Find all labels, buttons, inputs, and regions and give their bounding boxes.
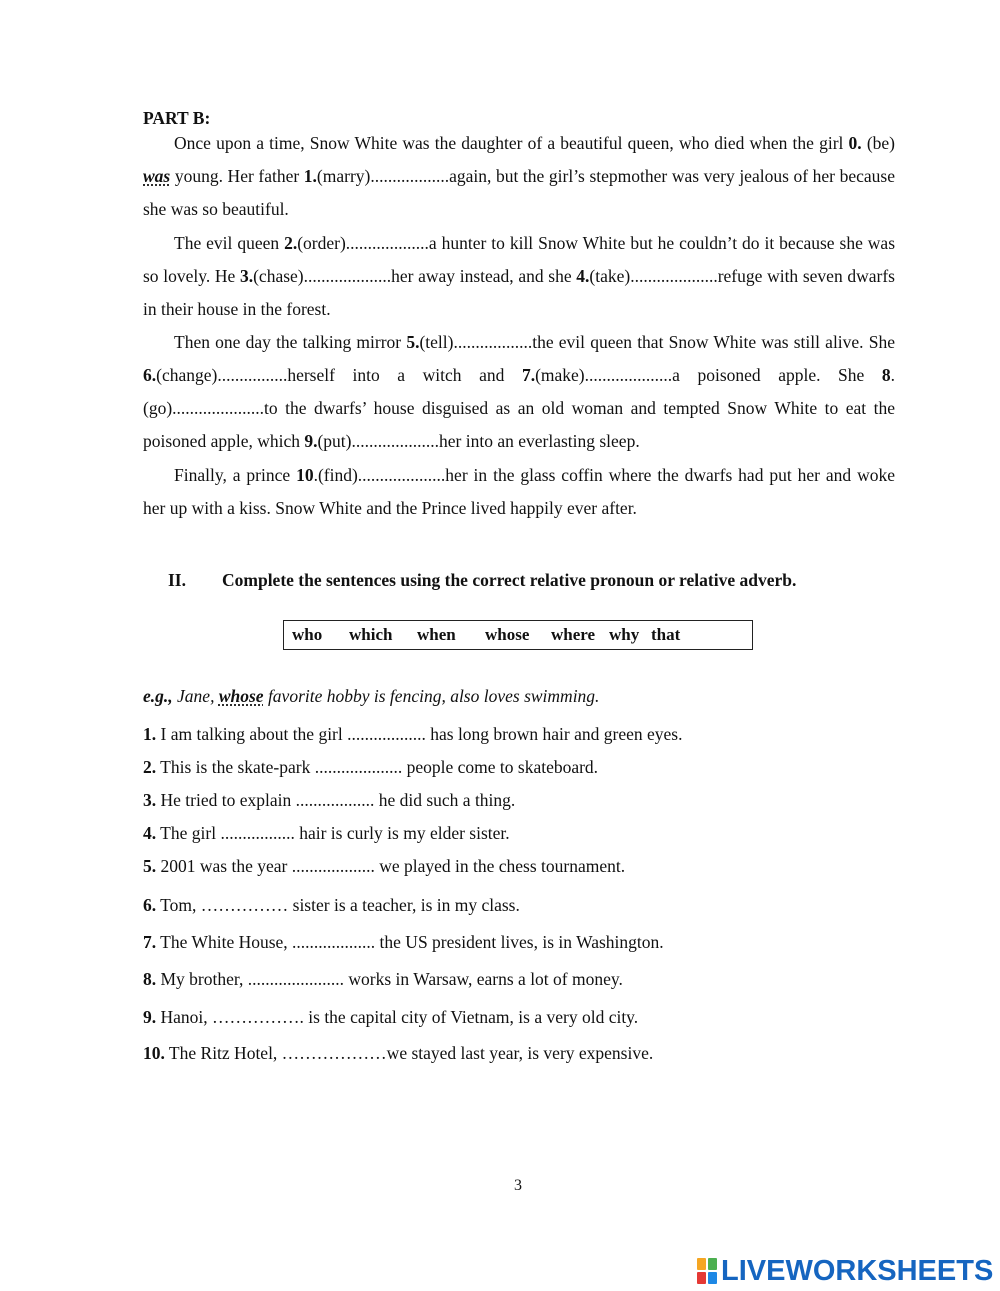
item-text: My brother, ...................... works in Warsaw, earns a lot of money. (156, 969, 623, 989)
example-answer: whose (218, 686, 264, 706)
q9-text[interactable]: (put)....................her into an everlasting sleep. (317, 431, 640, 451)
q9-number: 9. (304, 431, 318, 451)
item-text: The Ritz Hotel, ………………we stayed last year, is very expensive. (164, 1043, 654, 1063)
word-box-item: where (551, 625, 596, 644)
word-box-item: who (292, 625, 323, 644)
paragraph-3 (143, 326, 895, 458)
item-number: 1. (143, 724, 157, 744)
q8-number: 8 (881, 365, 891, 385)
item-text: Tom, …………… sister is a teacher, is in my class. (156, 895, 520, 915)
item-number: 3. (143, 790, 157, 810)
word-box-item: that (651, 625, 681, 644)
item-number: 4. (143, 823, 157, 843)
p1-text-a: Once upon a time, Snow White was the daughter of a beautiful queen, who died when the girl (174, 133, 849, 153)
item-text: The White House, ................... the US president lives, is in Washington. (156, 932, 664, 952)
item-number: 5. (143, 856, 157, 876)
section-2-number: II. (168, 570, 186, 590)
example-text-a: Jane, (172, 686, 219, 706)
page-number: 3 (514, 1177, 522, 1194)
exercise-item[interactable] (143, 895, 520, 916)
item-number: 2. (143, 757, 157, 777)
example-label: e.g., (143, 686, 173, 706)
q4-number: 4. (576, 266, 590, 286)
exercise-item[interactable] (143, 757, 598, 778)
part-b-heading: PART B: (143, 108, 211, 128)
logo-block (697, 1258, 706, 1270)
example-sentence (143, 686, 599, 707)
exercise-item[interactable] (143, 1043, 653, 1064)
paragraph-1 (143, 127, 895, 226)
word-box-item: why (609, 625, 640, 644)
p1-text-b: young. Her father (170, 166, 304, 186)
p2-text-a: The evil queen (174, 233, 285, 253)
q7-text[interactable]: (make)....................a poisoned apple. She (535, 365, 882, 385)
item-number: 10. (143, 1043, 165, 1063)
exercise-item[interactable] (143, 969, 623, 990)
logo-text: LIVEWORKSHEETS (721, 1255, 994, 1287)
logo-blocks-icon (697, 1258, 717, 1284)
exercise-item[interactable] (143, 856, 625, 877)
logo-block (697, 1272, 706, 1284)
logo-block (708, 1258, 717, 1270)
item-number: 6. (143, 895, 157, 915)
exercise-item[interactable] (143, 932, 664, 953)
word-box-item: whose (485, 625, 530, 644)
item-number: 7. (143, 932, 157, 952)
paragraph-2 (143, 227, 895, 326)
p3-text-a: Then one day the talking mirror (174, 332, 407, 352)
item-text: 2001 was the year ................... we played in the chess tournament. (156, 856, 626, 876)
q6-text[interactable]: (change)................herself into a witch and (156, 365, 522, 385)
item-text: He tried to explain .................. he did such a thing. (156, 790, 516, 810)
exercise-item[interactable] (143, 1007, 638, 1028)
q3-text[interactable]: (chase)....................her away instead, and she (253, 266, 577, 286)
item-text: This is the skate-park .................... people come to skateboard. (156, 757, 599, 777)
q2-number: 2. (284, 233, 298, 253)
q2-text[interactable]: (order)...................a hunter to kill Snow White but he couldn’t do it because she was so lovely. He (143, 233, 895, 286)
item-text: I am talking about the girl .................. has long brown hair and green eyes. (156, 724, 683, 744)
section-2-title: Complete the sentences using the correct relative pronoun or relative adverb. (222, 570, 797, 590)
q4-text[interactable]: (take)....................refuge with seven dwarfs in their house in the forest. (143, 266, 895, 319)
q5-text[interactable]: (tell)..................the evil queen that Snow White was still alive. She (419, 332, 895, 352)
word-box (283, 620, 753, 650)
q7-number: 7. (521, 365, 536, 385)
exercise-item[interactable] (143, 823, 510, 844)
word-box-item: when (417, 625, 456, 644)
q10-text[interactable]: .(find)....................her in the glass coffin where the dwarfs had put her and woke her up with a kiss. Snow White and the Prince lived happily ever after. (143, 465, 895, 518)
paragraph-4 (143, 459, 895, 525)
example-text-b: favorite hobby is fencing, also loves swimming. (263, 686, 600, 706)
logo-block (708, 1272, 717, 1284)
q3-number: 3. (239, 266, 254, 286)
q0-example-answer: was (143, 166, 171, 186)
q0-verb: (be) (861, 133, 895, 153)
q1-text[interactable]: (marry)..................again, but the girl’s stepmother was very jealous of her because she was so beautiful. (143, 166, 895, 219)
item-text: The girl ................. hair is curly is my elder sister. (156, 823, 510, 843)
q8-text[interactable]: .(go).....................to the dwarfs’ house disguised as an old woman and tempted Snow White to eat the poisoned apple, which (143, 365, 895, 451)
q5-number: 5. (406, 332, 420, 352)
item-number: 9. (143, 1007, 157, 1027)
q10-number: 10 (296, 465, 314, 485)
p4-text-a: Finally, a prince (174, 465, 297, 485)
q0-number: 0. (848, 133, 862, 153)
q1-number: 1. (303, 166, 317, 186)
exercise-item[interactable] (143, 724, 682, 745)
liveworksheets-logo (697, 1256, 993, 1286)
exercise-item[interactable] (143, 790, 515, 811)
item-text: Hanoi, ……………. is the capital city of Vietnam, is a very old city. (156, 1007, 639, 1027)
word-box-item: which (349, 625, 393, 644)
item-number: 8. (143, 969, 157, 989)
q6-number: 6. (143, 365, 157, 385)
